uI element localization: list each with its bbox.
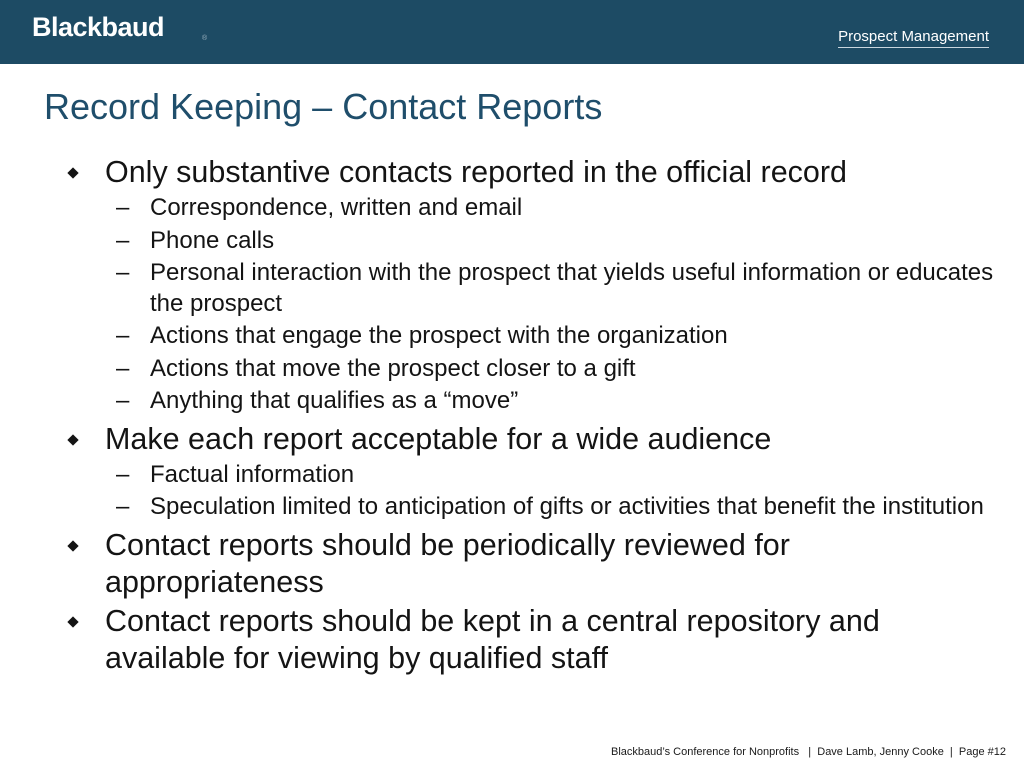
sub-item-text: Speculation limited to anticipation of gifts or activities that benefit the institution [150,493,984,520]
section-title: Prospect Management [838,29,989,48]
sub-item [0,492,1024,523]
dash-bullet-icon: – [116,322,130,349]
sub-item [0,354,1024,385]
sub-item-text: Factual information [150,460,355,488]
sub-item [0,226,1024,257]
blackbaud-logo: Blackbaud [32,12,165,42]
sub-list [0,460,1024,523]
bullet-text: Contact reports should be periodically reviewed for appropriateness [105,527,790,599]
sub-item-text: Personal interaction with the prospect that yields useful information or educates the prospect [150,259,994,317]
bullet-text: Make each report acceptable for a wide audience [105,421,772,456]
bullet-list [0,154,1024,677]
dash-bullet-icon: – [116,226,130,254]
dash-bullet-icon: – [116,194,130,221]
page-title: Record Keeping – Contact Reports [44,86,603,127]
diamond-bullet-icon [67,434,78,445]
registered-mark: ® [202,35,208,42]
bullet-text: Contact reports should be kept in a central repository and available for viewing by qualified staff [105,603,880,675]
dash-bullet-icon: – [116,387,130,414]
sub-item-text: Anything that qualifies as a “move” [150,387,519,414]
diamond-bullet-icon [67,167,78,178]
sub-item-text: Actions that move the prospect closer to a gift [150,354,636,382]
sub-item [0,193,1024,224]
dash-bullet-icon: – [116,460,130,488]
diamond-bullet-icon [67,540,78,551]
bullet-text: Only substantive contacts reported in the official record [105,155,847,189]
sub-item-text: Correspondence, written and email [150,194,523,221]
dash-bullet-icon: – [116,493,130,520]
sub-item [0,258,1024,319]
dash-bullet-icon: – [116,354,130,382]
sub-item [0,321,1024,352]
bullet-item [0,603,1024,677]
bullet-item [0,527,1024,601]
footer: Blackbaud’s Conference for Nonprofits | Dave Lamb, Jenny Cooke | Page #12 [610,746,1006,758]
sub-item [0,460,1024,491]
sub-item-text: Actions that engage the prospect with the organization [150,322,728,349]
header-bar [0,0,1024,64]
diamond-bullet-icon [67,616,78,627]
bullet-item [0,154,1024,191]
sub-item-text: Phone calls [150,226,275,254]
sub-item [0,386,1024,417]
bullet-item [0,421,1024,458]
sub-list [0,193,1024,417]
dash-bullet-icon: – [116,259,130,286]
